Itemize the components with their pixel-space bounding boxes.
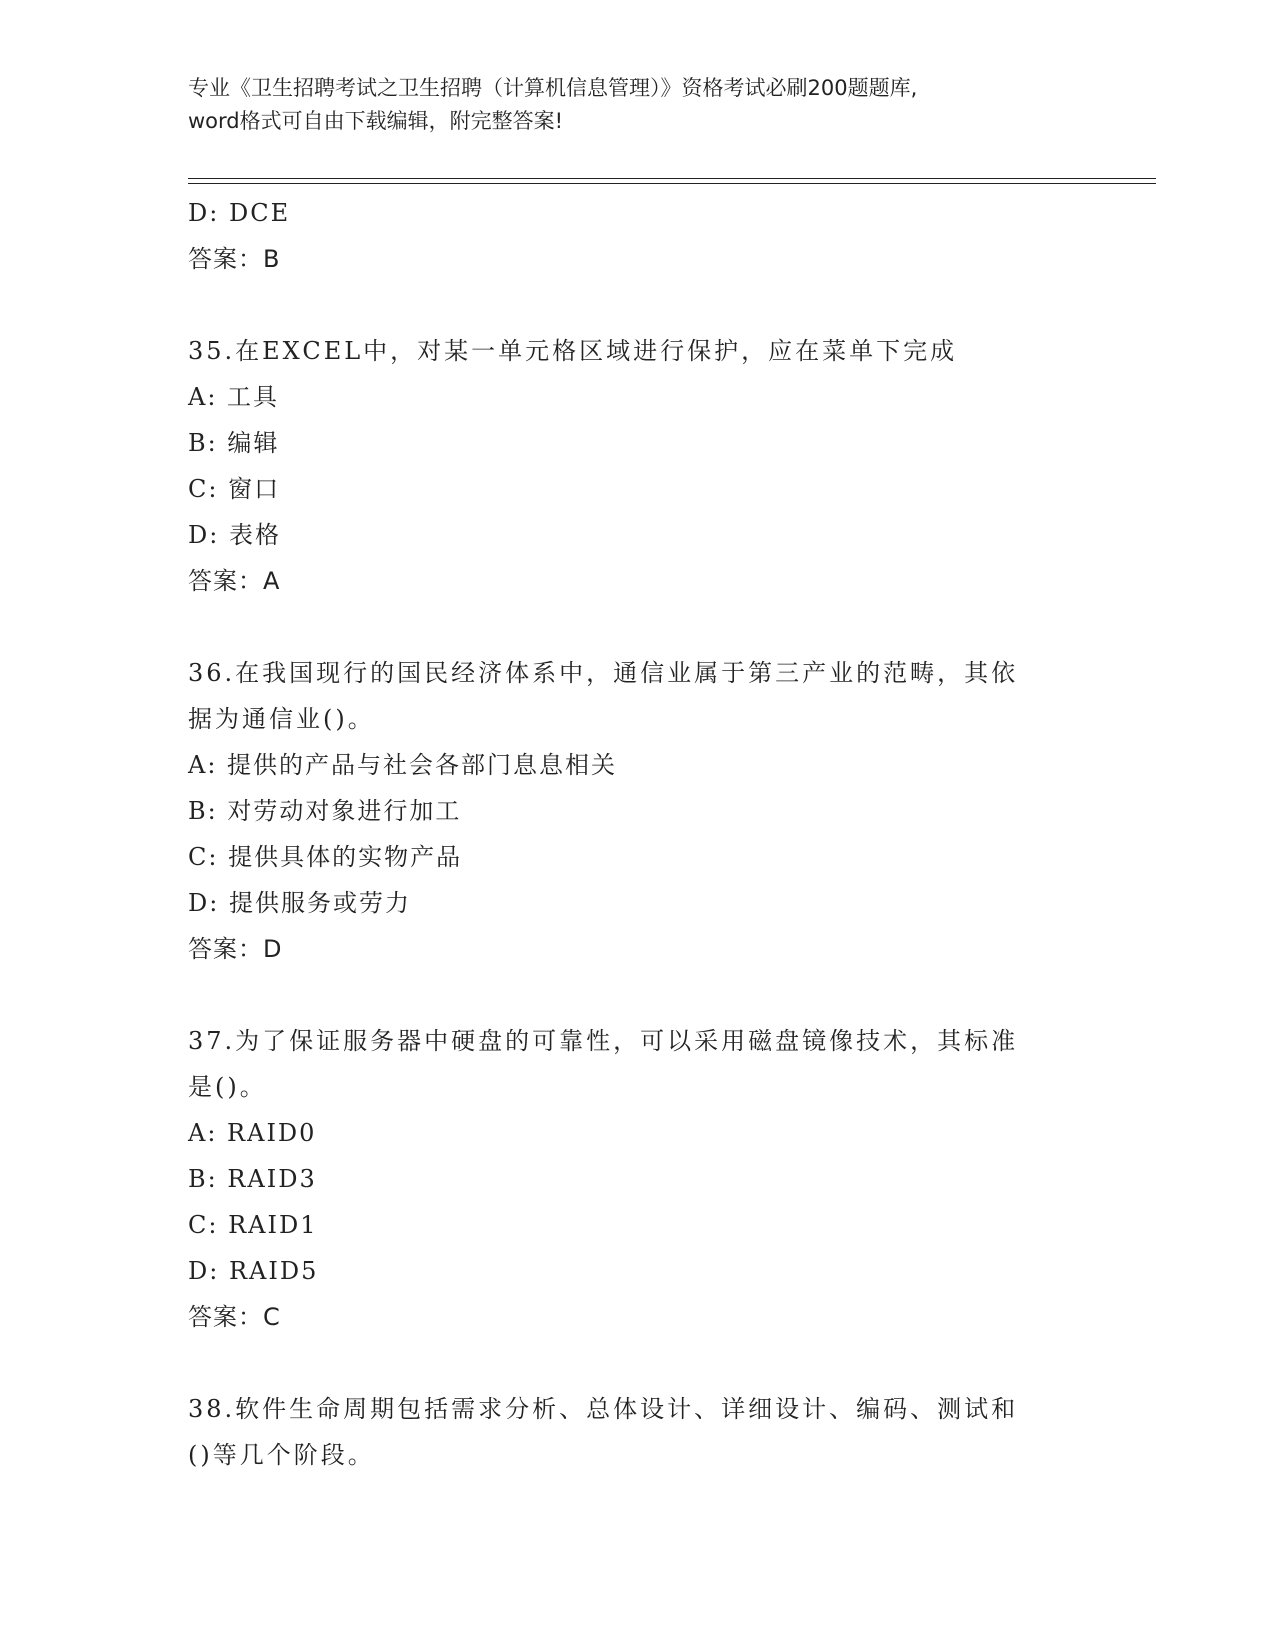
question-text-line: 35.在EXCEL中，对某一单元格区域进行保护，应在菜单下完成: [188, 337, 958, 365]
header-line-2: word格式可自由下载编辑，附完整答案!: [188, 109, 564, 133]
previous-question-tail: [188, 190, 1088, 282]
question-35: [188, 328, 1088, 604]
document-header: [188, 72, 1088, 138]
question-text-line: ()等几个阶段。: [188, 1441, 375, 1469]
option-d: D: 表格: [188, 521, 281, 549]
option-b: B: RAID3: [188, 1165, 317, 1193]
option-b: B: 对劳动对象进行加工: [188, 797, 462, 825]
option-a: A: 提供的产品与社会各部门息息相关: [188, 751, 618, 779]
option-a: A: RAID0: [188, 1119, 317, 1147]
question-text-line: 36.在我国现行的国民经济体系中，通信业属于第三产业的范畴，其依: [188, 659, 1019, 687]
answer-line: 答案：D: [188, 935, 283, 963]
question-content: [188, 190, 1088, 1478]
answer-line: 答案：A: [188, 567, 281, 595]
header-divider-bottom: [188, 183, 1156, 184]
spacer: [188, 604, 1088, 650]
question-37: [188, 1018, 1088, 1340]
option-d: D: RAID5: [188, 1257, 319, 1285]
question-36: [188, 650, 1088, 972]
answer-line: 答案：B: [188, 245, 281, 273]
spacer: [188, 1340, 1088, 1386]
spacer: [188, 282, 1088, 328]
option-c: C: RAID1: [188, 1211, 318, 1239]
question-text-line: 据为通信业()。: [188, 705, 375, 733]
header-divider-top: [188, 178, 1156, 179]
option-d: D: 提供服务或劳力: [188, 889, 411, 917]
spacer: [188, 972, 1088, 1018]
question-38: [188, 1386, 1088, 1478]
option-c: C: 提供具体的实物产品: [188, 843, 463, 871]
option-c: C: 窗口: [188, 475, 281, 503]
answer-line: 答案：C: [188, 1303, 281, 1331]
question-text-line: 37.为了保证服务器中硬盘的可靠性，可以采用磁盘镜像技术，其标准: [188, 1027, 1019, 1055]
option-a: A: 工具: [188, 383, 280, 411]
header-line-1: 专业《卫生招聘考试之卫生招聘（计算机信息管理）》资格考试必刷200题题库,: [188, 76, 918, 100]
question-text-line: 38.软件生命周期包括需求分析、总体设计、详细设计、编码、测试和: [188, 1395, 1019, 1423]
question-text-line: 是()。: [188, 1073, 267, 1101]
option-d: D: DCE: [188, 199, 291, 227]
option-b: B: 编辑: [188, 429, 280, 457]
